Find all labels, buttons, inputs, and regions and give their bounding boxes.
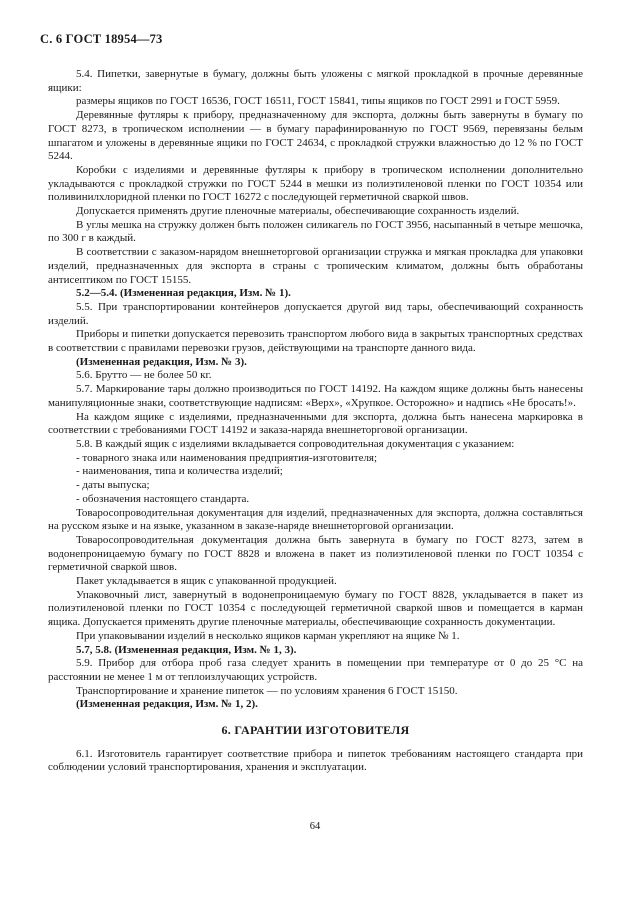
paragraph-export-docs: Товаросопроводительная документация для изделий, предназначенных для экспорта, должна составляться на русском языке и на языке, указанном в заказе-наряде внешнеторговой организации. bbox=[48, 506, 583, 533]
paragraph-silica-gel: В углы мешка на стружку должен быть положен силикагель по ГОСТ 3956, насыпанный в четыре мешочка, по 300 г в каждый. bbox=[48, 218, 583, 245]
paragraph-5-7: 5.7. Маркирование тары должно производиться по ГОСТ 14192. На каждом ящике должны быть нанесены манипуляционные знаки, соответствующие надписям: «Верх», «Хрупкое. Осторожно» и надпись «Не бросать!». bbox=[48, 383, 583, 409]
page-header: С. 6 ГОСТ 18954—73 bbox=[40, 32, 163, 46]
paragraph-5-4: 5.4. Пипетки, завернутые в бумагу, должны быть уложены с мягкой прокладкой в прочные деревянные ящики: bbox=[48, 68, 583, 94]
paragraph-revision-1-2: (Измененная редакция, Изм. № 1, 2). bbox=[76, 698, 258, 711]
paragraph-docs-wrapping: Товаросопроводительная документация должна быть завернута в бумагу по ГОСТ 8273, затем в водонепроницаемую бумагу по ГОСТ 8828 и вложена в пакет из полиэтиленовой пленки по ГОСТ 10354 с герметичной сваркой швов. bbox=[48, 533, 583, 574]
list-item-dates: - даты выпуска; bbox=[76, 479, 150, 492]
list-item-standard: - обозначения настоящего стандарта. bbox=[76, 492, 250, 505]
paragraph-revision-5-2-5-4: 5.2—5.4. (Измененная редакция, Изм. № 1). bbox=[76, 287, 291, 300]
paragraph-wooden-cases: Деревянные футляры к прибору, предназначенному для экспорта, должны быть завернуты в бумагу по ГОСТ 8273, в тропическом исполнении — в бумагу парафинированную по ГОСТ 9569, перевязаны белым шпагатом и уложены в деревянные ящики по ГОСТ 24634, с прокладкой стружки влажностью до 12 % по ГОСТ 5244. bbox=[48, 109, 583, 163]
section-title: 6. ГАРАНТИИ ИЗГОТОВИТЕЛЯ bbox=[221, 723, 410, 738]
paragraph-revision-3: (Измененная редакция, Изм. № 3). bbox=[76, 355, 247, 368]
paragraph-6-1: 6.1. Изготовитель гарантирует соответствие прибора и пипеток требованиям настоящего стандарта при соблюдении условий транспортирования, хранения и эксплуатации. bbox=[48, 747, 583, 774]
paragraph-packet: Пакет укладывается в ящик с упакованной продукцией. bbox=[76, 575, 337, 588]
paragraph-boxes-tropical: Коробки с изделиями и деревянные футляры к прибору в тропическом исполнении дополнительно укладываются с прокладкой стружки по ГОСТ 5244 в мешки из полиэтиленовой пленки по ГОСТ 10354 или поливинилхлоридной пленки по ГОСТ 16272 с последующей герметичной сваркой швов. bbox=[48, 163, 583, 204]
paragraph-export-marking: На каждом ящике с изделиями, предназначенными для экспорта, должна быть нанесена маркировка в соответствии с требованиями ГОСТ 14192 и заказа-наряда внешнеторговой организации. bbox=[48, 410, 583, 437]
paragraph-pipette-storage: Транспортирование и хранение пипеток — по условиям хранения 6 ГОСТ 15150. bbox=[76, 684, 458, 697]
list-item-trademark: - товарного знака или наименования предприятия-изготовителя; bbox=[76, 451, 378, 464]
paragraph-antiseptic: В соответствии с заказом-нарядом внешнеторговой организации стружка и мягкая прокладка для упаковки изделий, предназначенных для экспорта в страны с тропическим климатом, должны быть обработаны антисептиком по ГОСТ 15155. bbox=[48, 246, 583, 286]
list-item-names: - наименования, типа и количества изделий; bbox=[76, 465, 283, 478]
paragraph-5-8: 5.8. В каждый ящик с изделиями вкладывается сопроводительная документация с указанием: bbox=[76, 437, 515, 450]
paragraph-revision-1-3: 5.7, 5.8. (Измененная редакция, Изм. № 1, 3). bbox=[76, 643, 297, 656]
paragraph-several-boxes: При упаковывании изделий в несколько ящиков карман укрепляют на ящике № 1. bbox=[76, 629, 460, 642]
paragraph-box-sizes: размеры ящиков по ГОСТ 16536, ГОСТ 16511, ГОСТ 15841, типы ящиков по ГОСТ 2991 и ГОСТ 5959. bbox=[76, 95, 560, 108]
paragraph-packing-list: Упаковочный лист, завернутый в водонепроницаемую бумагу по ГОСТ 8828, укладывается в пакет из полиэтиленовой пленки по ГОСТ 10354 с последующей герметичной сваркой швов и помещается в карман ящика. Допускается применять другие пленочные материалы, обеспечивающие сохранность документации. bbox=[48, 588, 583, 629]
paragraph-5-5: 5.5. При транспортировании контейнеров допускается другой вид тары, обеспечивающий сохранность изделий. bbox=[48, 300, 583, 327]
paragraph-transport: Приборы и пипетки допускается перевозить транспортом любого вида в закрытых транспортных средствах в соответствии с правилами перевозки грузов, действующими на транспорте данного вида. bbox=[48, 328, 583, 355]
paragraph-5-6: 5.6. Брутто — не более 50 кг. bbox=[76, 369, 212, 382]
paragraph-other-films: Допускается применять другие пленочные материалы, обеспечивающие сохранность изделий. bbox=[76, 205, 520, 218]
paragraph-5-9: 5.9. Прибор для отбора проб газа следует хранить в помещении при температуре от 0 до 25 °С на расстоянии не менее 1 м от теплоизлучающих устройств. bbox=[48, 657, 583, 683]
document-body bbox=[48, 68, 583, 775]
page-number: 64 bbox=[309, 821, 321, 832]
